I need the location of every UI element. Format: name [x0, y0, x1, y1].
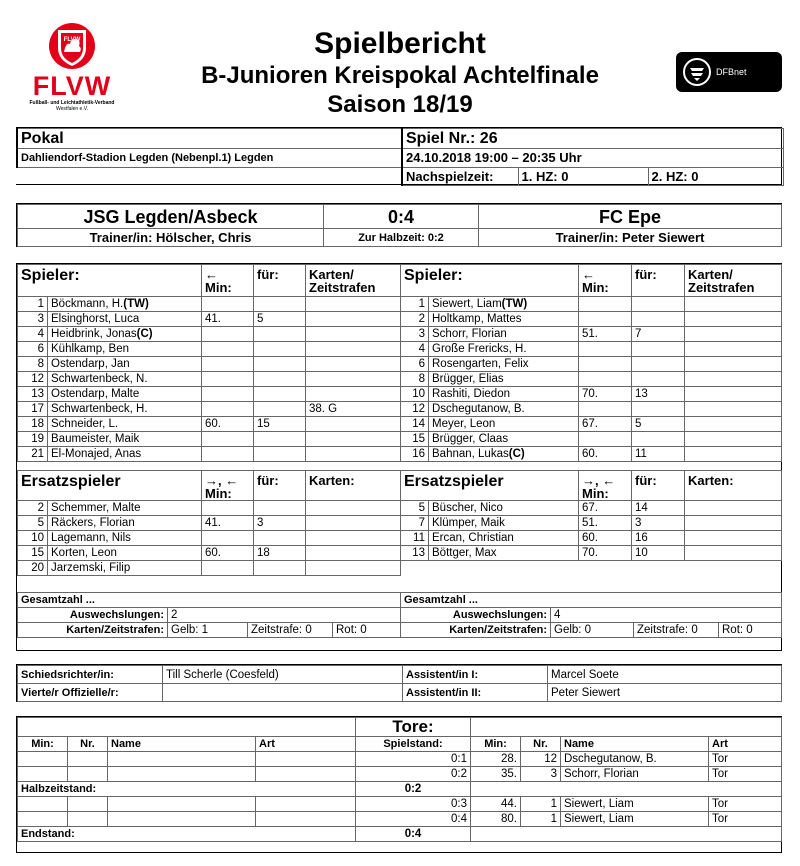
- player-number: 8: [18, 357, 48, 372]
- player-row: [401, 297, 782, 312]
- player-row: [401, 546, 782, 561]
- final-label: Endstand:: [18, 827, 356, 842]
- flvw-shield-icon: [48, 22, 96, 70]
- player-sub-for: [254, 297, 306, 312]
- away-players-table: [400, 264, 782, 462]
- player-number: 14: [401, 417, 429, 432]
- player-number: 2: [18, 501, 48, 516]
- player-cards: [306, 417, 401, 432]
- away-red-count: Rot: 0: [719, 623, 782, 638]
- player-cards: [685, 387, 782, 402]
- away-goal-min-header: Min:: [471, 737, 521, 752]
- player-cards: [685, 546, 782, 561]
- away-sub-min-header: →, ← Min:: [579, 471, 632, 501]
- player-sub-minute: [579, 372, 632, 387]
- away-yellow-count: Gelb: 0: [551, 623, 634, 638]
- player-sub-minute: [202, 372, 254, 387]
- away-players-heading: Spieler:: [401, 265, 579, 297]
- player-name: Büscher, Nico: [429, 501, 579, 516]
- player-sub-for: [632, 372, 685, 387]
- player-row: [18, 432, 401, 447]
- player-sub-minute: 60.: [202, 417, 254, 432]
- player-sub-for: [254, 432, 306, 447]
- player-sub-minute: [579, 297, 632, 312]
- player-cards: [685, 312, 782, 327]
- player-row: [18, 357, 401, 372]
- player-sub-for: [254, 387, 306, 402]
- player-sub-minute: [202, 501, 254, 516]
- away-subs-count: 4: [551, 608, 782, 623]
- assistant-1-label: Assistent/in I:: [403, 666, 548, 684]
- player-cards: [306, 447, 401, 462]
- away-totals-table: [400, 592, 782, 638]
- player-number: 3: [401, 327, 429, 342]
- player-name: Räckers, Florian: [48, 516, 202, 531]
- player-sub-for: [254, 447, 306, 462]
- home-goal-no-header: Nr.: [68, 737, 108, 752]
- goal-row: 0:2 35. 3 Schorr, Florian Tor: [18, 767, 782, 782]
- final-value: 0:4: [356, 827, 471, 842]
- player-cards: [306, 432, 401, 447]
- player-number: 1: [401, 297, 429, 312]
- player-sub-minute: 41.: [202, 312, 254, 327]
- player-sub-minute: [202, 531, 254, 546]
- player-sub-minute: 51.: [579, 516, 632, 531]
- player-role-tag: (TW): [123, 298, 149, 310]
- player-row: [401, 372, 782, 387]
- home-trainer: Trainer/in: Hölscher, Chris: [18, 229, 324, 247]
- player-sub-for: 3: [632, 516, 685, 531]
- halftime-label: Halbzeitstand:: [18, 782, 356, 797]
- goals-heading: Tore:: [356, 718, 471, 737]
- player-number: 16: [401, 447, 429, 462]
- player-sub-minute: 60.: [579, 531, 632, 546]
- halftime-value: 0:2: [356, 782, 471, 797]
- player-row: [18, 312, 401, 327]
- player-row: [401, 327, 782, 342]
- player-name: Jarzemski, Filip: [48, 561, 202, 576]
- player-name: Große Frericks, H.: [429, 342, 579, 357]
- away-goal-type-header: Art: [709, 737, 782, 752]
- player-sub-for: 18: [254, 546, 306, 561]
- player-sub-for: [254, 327, 306, 342]
- away-cards-header: Karten/ Zeitstrafen: [685, 265, 782, 297]
- result-block: [16, 203, 782, 247]
- player-cards: [306, 546, 401, 561]
- away-subs-heading: Ersatzspieler: [401, 471, 579, 501]
- player-cards: [306, 297, 401, 312]
- player-name: Schneider, L.: [48, 417, 202, 432]
- player-number: 10: [18, 531, 48, 546]
- player-sub-for: 16: [632, 531, 685, 546]
- away-cards-total-label: Karten/Zeitstrafen:: [401, 623, 551, 638]
- assistant-2-label: Assistent/in II:: [403, 684, 548, 702]
- player-cards: [685, 531, 782, 546]
- home-totals-heading: Gesamtzahl ...: [18, 593, 401, 608]
- player-sub-for: [632, 342, 685, 357]
- halftime-score: Zur Halbzeit: 0:2: [324, 229, 479, 247]
- player-name: Elsinghorst, Luca: [48, 312, 202, 327]
- player-cards: [306, 342, 401, 357]
- away-lineup: [400, 264, 781, 638]
- player-sub-minute: [579, 342, 632, 357]
- flvw-wordmark: FLVW: [32, 71, 112, 101]
- player-sub-for: [632, 297, 685, 312]
- flvw-subline-1: Fußball- und Leichtathletik-Verband: [29, 100, 115, 106]
- player-name: Rashiti, Diedon: [429, 387, 579, 402]
- player-cards: [306, 531, 401, 546]
- referee-label: Schiedsrichter/in:: [18, 666, 163, 684]
- player-cards: [685, 501, 782, 516]
- page-season: Saison 18/19: [327, 91, 473, 118]
- player-row: [18, 417, 401, 432]
- player-sub-for: [254, 402, 306, 417]
- player-number: 6: [401, 357, 429, 372]
- player-number: 21: [18, 447, 48, 462]
- player-number: 12: [18, 372, 48, 387]
- final-score: 0:4: [324, 205, 479, 229]
- player-sub-for: 3: [254, 516, 306, 531]
- home-min-header: ← Min:: [202, 265, 254, 297]
- home-lineup: [17, 264, 400, 638]
- player-row: [18, 402, 401, 417]
- away-trainer: Trainer/in: Peter Siewert: [479, 229, 782, 247]
- player-number: 7: [401, 516, 429, 531]
- player-number: 10: [401, 387, 429, 402]
- player-row: [401, 501, 782, 516]
- home-sub-cards-header: Karten:: [306, 471, 401, 501]
- assistant-1-name: Marcel Soete: [548, 666, 782, 684]
- final-row: [18, 827, 782, 842]
- player-row: [18, 327, 401, 342]
- player-row: [18, 372, 401, 387]
- player-name: Brügger, Claas: [429, 432, 579, 447]
- player-sub-minute: [202, 357, 254, 372]
- player-number: 20: [18, 561, 48, 576]
- goals-block: [16, 716, 782, 853]
- halftime-row: [18, 782, 782, 797]
- player-cards: [306, 387, 401, 402]
- competition-label: Pokal: [17, 129, 402, 149]
- player-role-tag: (TW): [501, 298, 528, 310]
- match-info-block: [16, 127, 782, 185]
- match-datetime: 24.10.2018 19:00 – 20:35 Uhr: [402, 149, 783, 168]
- player-name: Siewert, Liam(TW): [429, 297, 579, 312]
- player-sub-minute: 51.: [579, 327, 632, 342]
- goal-row: 0:4 80. 1 Siewert, Liam Tor: [18, 812, 782, 827]
- home-for-header: für:: [254, 265, 306, 297]
- player-sub-for: [632, 312, 685, 327]
- player-number: 1: [18, 297, 48, 312]
- player-cards: [685, 357, 782, 372]
- player-cards: [306, 561, 401, 576]
- player-number: 15: [401, 432, 429, 447]
- home-players-table: [17, 264, 401, 462]
- player-row: [401, 387, 782, 402]
- player-row: [401, 447, 782, 462]
- player-row: [401, 531, 782, 546]
- player-row: [401, 342, 782, 357]
- page-subtitle: B-Junioren Kreispokal Achtelfinale: [201, 62, 599, 89]
- assistant-2-name: Peter Siewert: [548, 684, 782, 702]
- player-name: Kühlkamp, Ben: [48, 342, 202, 357]
- flvw-logo: [20, 22, 124, 124]
- away-min-header: ← Min:: [579, 265, 632, 297]
- home-goal-type-header: Art: [256, 737, 356, 752]
- player-number: 6: [18, 342, 48, 357]
- player-role-tag: (C): [136, 328, 153, 340]
- player-sub-for: [254, 561, 306, 576]
- player-row: [18, 447, 401, 462]
- player-sub-for: [632, 402, 685, 417]
- player-name: Ostendarp, Jan: [48, 357, 202, 372]
- fourth-official-label: Vierte/r Offizielle/r:: [18, 684, 163, 702]
- player-row: [401, 516, 782, 531]
- player-number: 18: [18, 417, 48, 432]
- player-sub-for: 13: [632, 387, 685, 402]
- player-sub-minute: 70.: [579, 546, 632, 561]
- game-number: Spiel Nr.: 26: [402, 129, 783, 149]
- player-name: Korten, Leon: [48, 546, 202, 561]
- player-name: El-Monajed, Anas: [48, 447, 202, 462]
- player-sub-minute: 67.: [579, 501, 632, 516]
- home-goal-min-header: Min:: [18, 737, 68, 752]
- home-totals-table: [17, 592, 401, 638]
- player-cards: [306, 516, 401, 531]
- player-sub-for: [632, 432, 685, 447]
- player-row: [401, 417, 782, 432]
- player-number: 12: [401, 402, 429, 417]
- lineups-block: [16, 263, 782, 651]
- player-row: [18, 501, 401, 516]
- player-name: Holtkamp, Mattes: [429, 312, 579, 327]
- player-sub-minute: [202, 327, 254, 342]
- player-row: [401, 432, 782, 447]
- home-team-name: JSG Legden/Asbeck: [18, 205, 324, 229]
- player-sub-minute: [202, 342, 254, 357]
- player-sub-minute: [202, 432, 254, 447]
- player-cards: [306, 501, 401, 516]
- player-number: 13: [401, 546, 429, 561]
- player-row: [18, 387, 401, 402]
- player-sub-minute: [579, 312, 632, 327]
- dfbnet-text: DFBnet: [716, 67, 747, 77]
- player-number: 8: [401, 372, 429, 387]
- player-cards: [685, 327, 782, 342]
- player-sub-for: [254, 372, 306, 387]
- flvw-shield-text: FLVW: [63, 37, 81, 43]
- player-number: 11: [401, 531, 429, 546]
- referee-name: Till Scherle (Coesfeld): [163, 666, 403, 684]
- player-name: Schorr, Florian: [429, 327, 579, 342]
- home-sub-min-header: →, ← Min:: [202, 471, 254, 501]
- home-subs-heading: Ersatzspieler: [18, 471, 202, 501]
- player-sub-minute: [202, 387, 254, 402]
- player-sub-for: [254, 357, 306, 372]
- player-name: Klümper, Maik: [429, 516, 579, 531]
- player-sub-for: 15: [254, 417, 306, 432]
- extra-time-half-1: 1. HZ: 0: [518, 168, 648, 186]
- player-sub-for: [254, 501, 306, 516]
- player-name: Rosengarten, Felix: [429, 357, 579, 372]
- away-for-header: für:: [632, 265, 685, 297]
- home-yellow-count: Gelb: 1: [168, 623, 248, 638]
- player-name: Lagemann, Nils: [48, 531, 202, 546]
- away-totals-heading: Gesamtzahl ...: [401, 593, 782, 608]
- player-sub-minute: [202, 402, 254, 417]
- extra-time-half-2: 2. HZ: 0: [648, 168, 783, 186]
- player-cards: [306, 312, 401, 327]
- home-sub-for-header: für:: [254, 471, 306, 501]
- player-name: Brügger, Elias: [429, 372, 579, 387]
- player-cards: [685, 447, 782, 462]
- player-sub-for: 14: [632, 501, 685, 516]
- dfbnet-logo: [676, 52, 782, 92]
- dfb-eagle-icon: [682, 57, 712, 87]
- player-number: 15: [18, 546, 48, 561]
- away-subs-count-label: Auswechslungen:: [401, 608, 551, 623]
- player-sub-minute: [202, 561, 254, 576]
- fourth-official-name: [163, 684, 403, 702]
- player-row: [18, 561, 401, 576]
- player-name: Schwartenbeck, N.: [48, 372, 202, 387]
- player-sub-minute: 70.: [579, 387, 632, 402]
- player-name: Bahnan, Lukas(C): [429, 447, 579, 462]
- player-role-tag: (C): [508, 448, 525, 460]
- venue: Dahliendorf-Stadion Legden (Nebenpl.1) Legden: [17, 149, 402, 168]
- home-players-heading: Spieler:: [18, 265, 202, 297]
- player-sub-minute: [579, 357, 632, 372]
- player-cards: [685, 417, 782, 432]
- player-number: 13: [18, 387, 48, 402]
- player-sub-for: [254, 342, 306, 357]
- player-number: 5: [18, 516, 48, 531]
- player-sub-for: [254, 531, 306, 546]
- player-row: [18, 297, 401, 312]
- away-sub-cards-header: Karten:: [685, 471, 782, 501]
- player-sub-minute: 60.: [579, 447, 632, 462]
- player-row: [401, 357, 782, 372]
- player-number: 19: [18, 432, 48, 447]
- home-red-count: Rot: 0: [333, 623, 401, 638]
- home-goal-name-header: Name: [108, 737, 256, 752]
- player-sub-minute: [202, 297, 254, 312]
- player-cards: [685, 342, 782, 357]
- player-cards: [685, 402, 782, 417]
- player-cards: [306, 327, 401, 342]
- player-sub-minute: [579, 432, 632, 447]
- away-sub-for-header: für:: [632, 471, 685, 501]
- home-cards-total-label: Karten/Zeitstrafen:: [18, 623, 168, 638]
- player-cards: [685, 432, 782, 447]
- player-number: 2: [401, 312, 429, 327]
- home-cards-header: Karten/ Zeitstrafen: [306, 265, 401, 297]
- away-team-name: FC Epe: [479, 205, 782, 229]
- player-sub-minute: 41.: [202, 516, 254, 531]
- player-cards: [306, 372, 401, 387]
- away-penalty-count: Zeitstrafe: 0: [634, 623, 719, 638]
- away-goal-no-header: Nr.: [521, 737, 561, 752]
- player-sub-for: 7: [632, 327, 685, 342]
- player-number: 4: [401, 342, 429, 357]
- player-number: 5: [401, 501, 429, 516]
- away-subs-table: [400, 470, 782, 561]
- player-number: 3: [18, 312, 48, 327]
- player-sub-minute: [579, 402, 632, 417]
- page-title: Spielbericht: [314, 27, 486, 60]
- player-cards: [685, 372, 782, 387]
- player-sub-for: 11: [632, 447, 685, 462]
- goal-row: 0:1 28. 12 Dschegutanow, B. Tor: [18, 752, 782, 767]
- home-subs-count-label: Auswechslungen:: [18, 608, 168, 623]
- player-number: 17: [18, 402, 48, 417]
- flvw-subline-2: Westfalen e.V.: [56, 106, 88, 112]
- player-name: Ercan, Christian: [429, 531, 579, 546]
- player-name: Heidbrink, Jonas(C): [48, 327, 202, 342]
- player-number: 4: [18, 327, 48, 342]
- player-name: Schwartenbeck, H.: [48, 402, 202, 417]
- home-subs-table: [17, 470, 401, 576]
- player-cards: [306, 357, 401, 372]
- player-name: Ostendarp, Malte: [48, 387, 202, 402]
- player-cards: [685, 516, 782, 531]
- player-name: Dschegutanow, B.: [429, 402, 579, 417]
- player-sub-for: 5: [254, 312, 306, 327]
- officials-block: [16, 664, 782, 702]
- player-name: Meyer, Leon: [429, 417, 579, 432]
- player-sub-for: [632, 357, 685, 372]
- player-sub-minute: 60.: [202, 546, 254, 561]
- player-cards: 38. G: [306, 402, 401, 417]
- player-sub-minute: [202, 447, 254, 462]
- player-name: Baumeister, Maik: [48, 432, 202, 447]
- player-row: [18, 516, 401, 531]
- player-cards: [685, 297, 782, 312]
- player-sub-minute: 67.: [579, 417, 632, 432]
- player-name: Böckmann, H.(TW): [48, 297, 202, 312]
- goal-row: 0:3 44. 1 Siewert, Liam Tor: [18, 797, 782, 812]
- player-row: [18, 546, 401, 561]
- home-subs-count: 2: [168, 608, 401, 623]
- player-row: [401, 402, 782, 417]
- player-sub-for: 5: [632, 417, 685, 432]
- away-goal-name-header: Name: [561, 737, 709, 752]
- player-name: Böttger, Max: [429, 546, 579, 561]
- player-row: [401, 312, 782, 327]
- extra-time-label: Nachspielzeit:: [402, 168, 518, 186]
- player-row: [18, 342, 401, 357]
- goals-table: [17, 717, 782, 842]
- home-penalty-count: Zeitstrafe: 0: [248, 623, 333, 638]
- goal-score-header: Spielstand:: [356, 737, 471, 752]
- player-row: [18, 531, 401, 546]
- player-sub-for: 10: [632, 546, 685, 561]
- player-name: Schemmer, Malte: [48, 501, 202, 516]
